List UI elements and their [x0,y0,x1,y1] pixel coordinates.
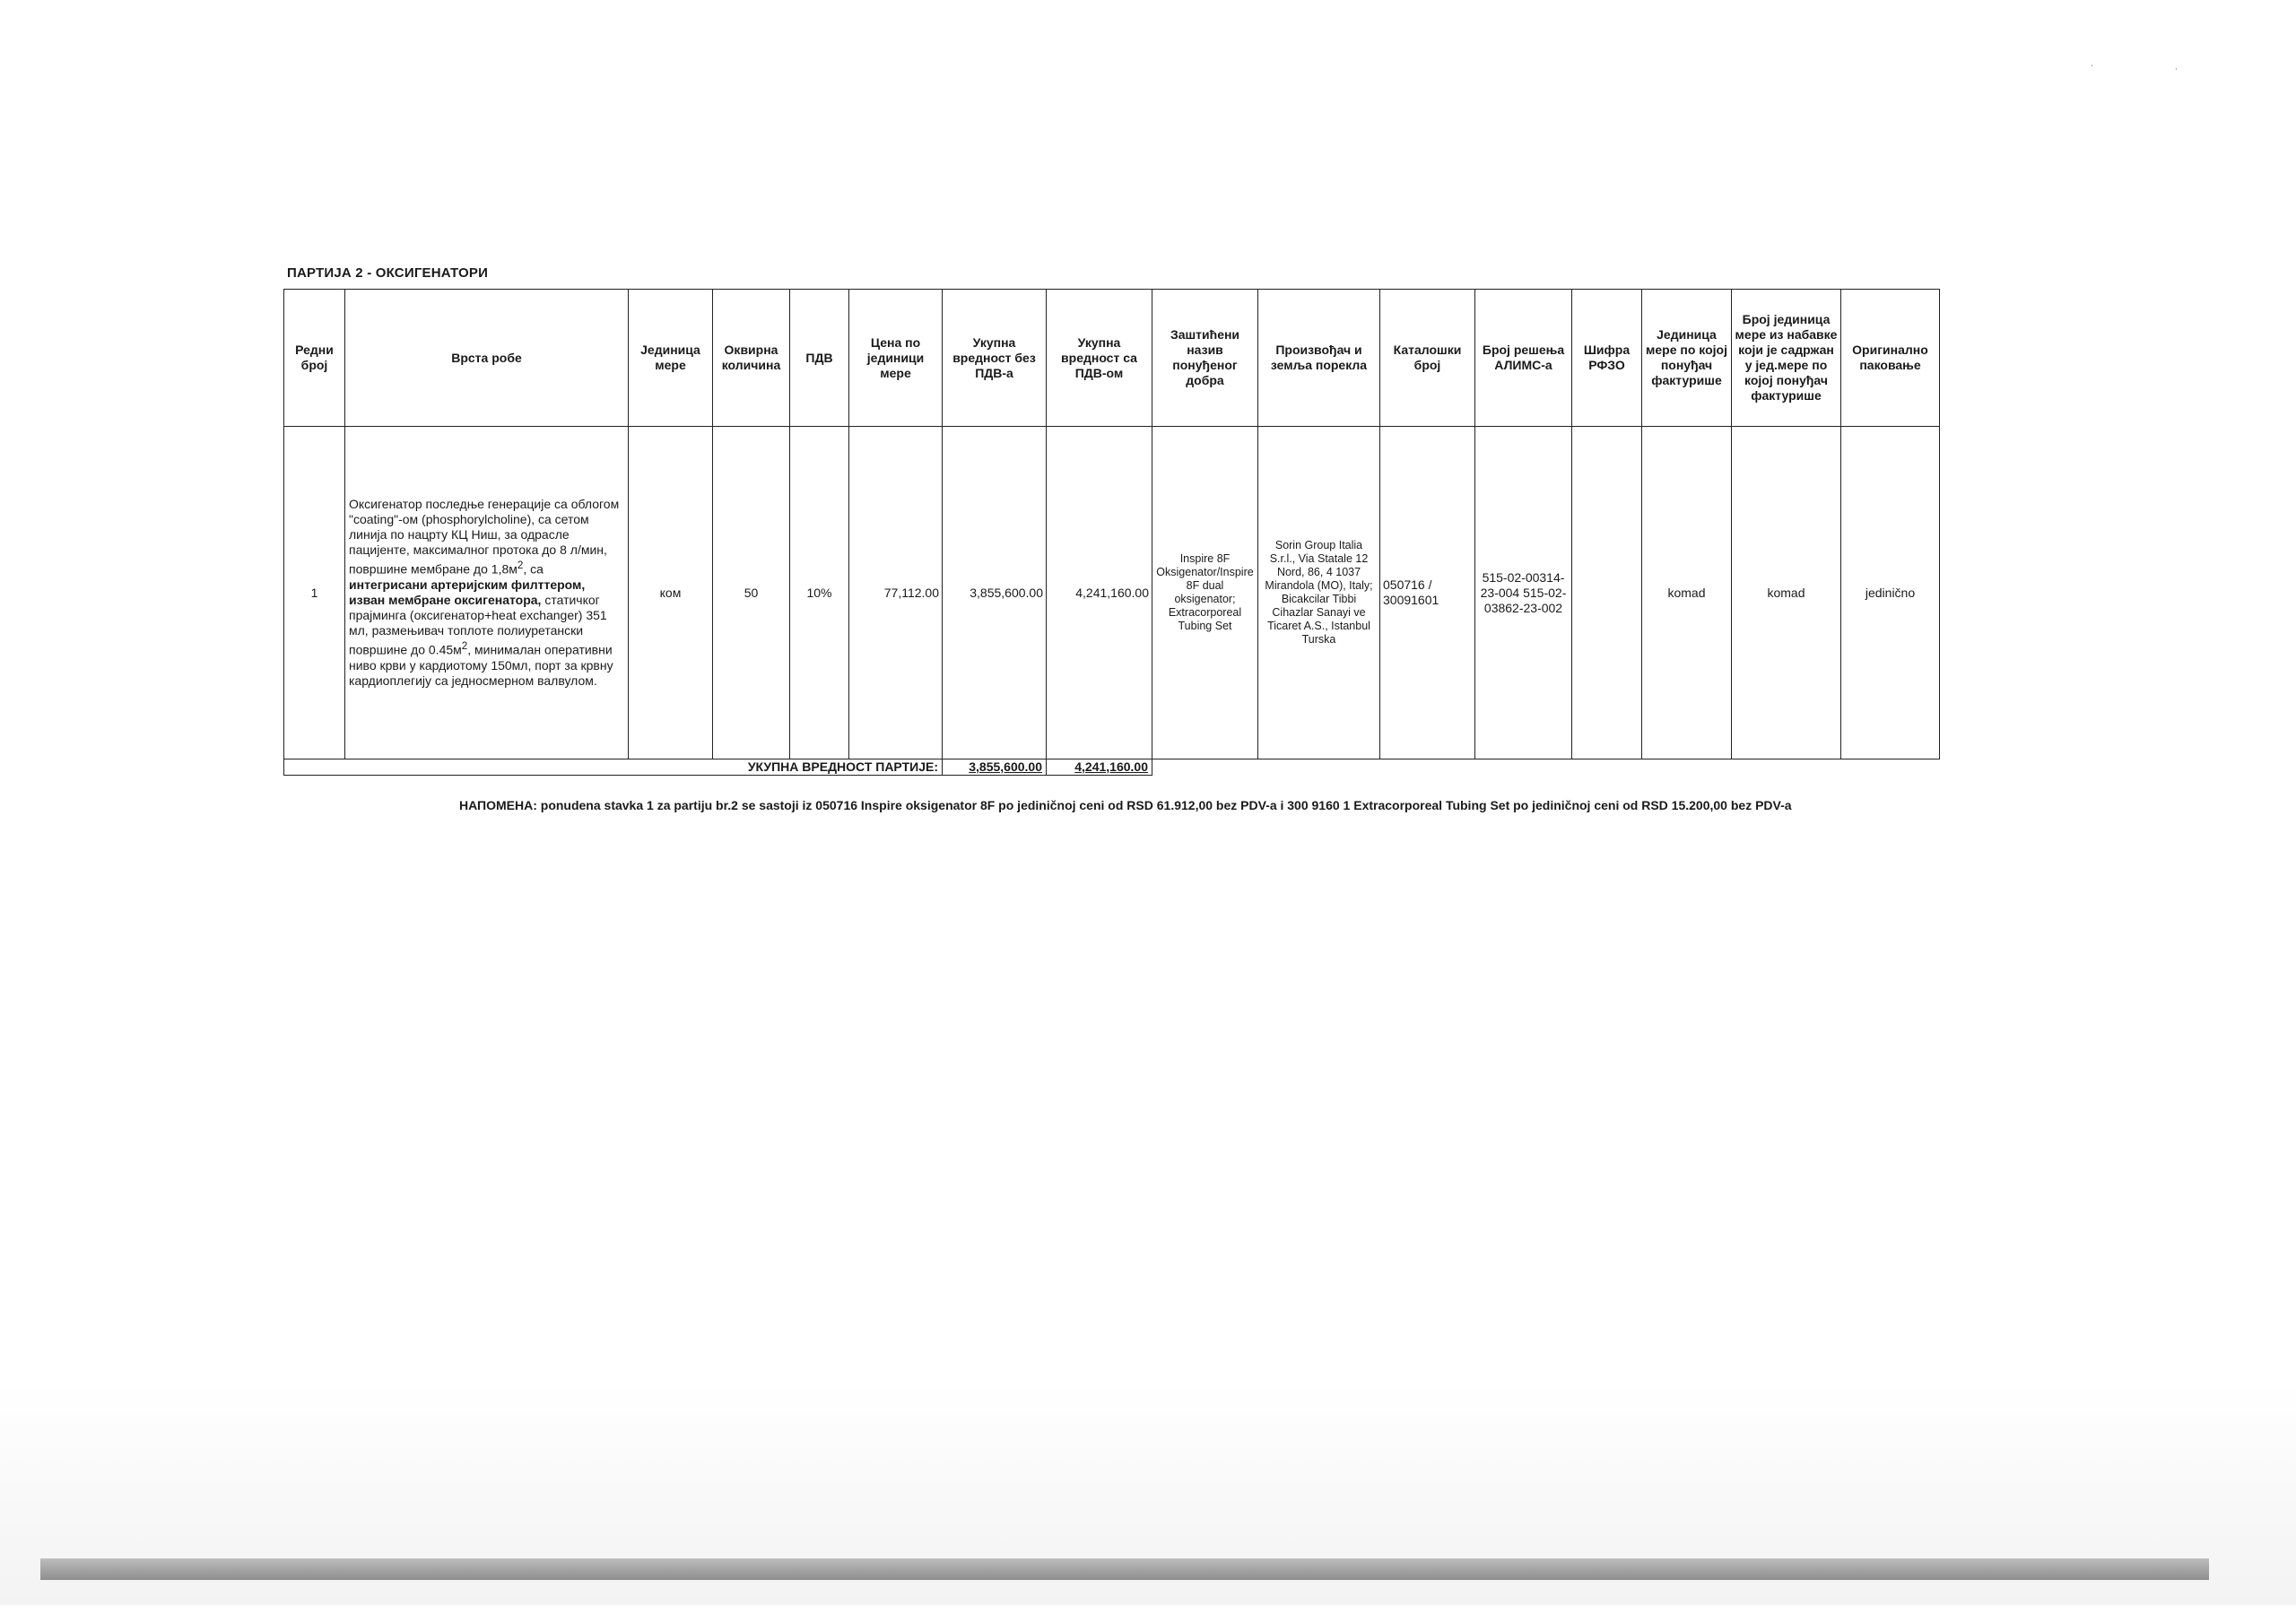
unit-cell: ком [629,427,713,759]
col-header: Укупна вредност без ПДВ-а [943,290,1047,427]
table-header-row [284,290,1940,427]
description-text: Оксигенатор последње генерације са облогом "coating"-ом (phosphorylcholine), са сетом линија по нацрту КЦ Ниш, за одрасле пацијенте, максималног протока до 8 л/мин, површине мембране до 1,8м [349,497,620,577]
section-heading: ПАРТИЈА 2 - ОКСИГЕНАТОРИ [287,265,489,281]
manufacturer-cell: Sorin Group Italia S.r.l., Via Statale 12 Nord, 86, 4 1037 Mirandola (MO), Italy; Bicakcilar Tibbi Cihazlar Sanayi ve Ticaret A.S., Istanbul Turska [1258,427,1380,759]
col-header: Укупна вредност са ПДВ-ом [1047,290,1152,427]
col-header: Број јединица мере из набавке који је садржан у јед.мере по којој понуђач фактурише [1732,290,1841,427]
description-text: , са [523,562,544,577]
total-no-vat: 3,855,600.00 [943,759,1047,776]
total-row [284,759,1940,776]
col-header: Јединица мере по којој понуђач фактурише [1642,290,1732,427]
total-no-vat-cell: 3,855,600.00 [943,427,1047,759]
alims-cell: 515-02-00314-23-004 515-02-03862-23-002 [1475,427,1572,759]
col-header: Произвођач и земља порекла [1258,290,1380,427]
note-text: НАПОМЕНА: ponudena stavka 1 za partiju br.2 se sastoji iz 050716 Inspire oksigenator 8F po jediničnoj ceni od RSD 61.912,00 bez PDV-a i 300 9160 1 Extracorporeal Tubing Set po jediničnoj ceni od RSD 15.200,00 bez PDV-a [459,798,1792,812]
table-row [284,427,1940,759]
units-count-cell: komad [1732,427,1841,759]
total-with-vat: 4,241,160.00 [1047,759,1152,776]
packaging-cell: jedinično [1841,427,1940,759]
col-header: ПДВ [790,290,849,427]
col-header: Цена по јединици мере [849,290,943,427]
total-label: УКУПНА ВРЕДНОСТ ПАРТИЈЕ: [284,759,943,776]
superscript: 2 [461,640,468,652]
quantity-cell: 50 [713,427,790,759]
col-header: Оквирна количина [713,290,790,427]
invoice-unit-cell: komad [1642,427,1732,759]
col-header: Редни број [284,290,345,427]
col-header: Шифра РФЗО [1572,290,1642,427]
description-text: , минималан оперативни ниво крви у кардиотому 150мл, порт за крвну кардиоплегију са једносмерном валвулом. [349,642,613,688]
description-text: статичког прајминга (оксигенатор+heat exchanger) 351 мл, размењивач топлоте полиуретански површине до 0.45м [349,593,607,657]
catalog-number-cell: 050716 / 30091601 [1380,427,1475,759]
superscript: 2 [517,560,524,572]
col-header: Број решења АЛИМС-а [1475,290,1572,427]
scan-speck: · [2090,57,2094,72]
col-header: Каталошки број [1380,290,1475,427]
total-row-empty [1152,759,1940,776]
col-header: Заштићени назив понуђеног добра [1152,290,1258,427]
offer-table [283,289,1940,776]
col-header: Оригинално паковање [1841,290,1940,427]
description-bold-text: интегрисани артеријским филттером, изван мембране оксигенатора, [349,577,586,607]
brand-name-cell: Inspire 8F Oksigenator/Inspire 8F dual oksigenator; Extracorporeal Tubing Set [1152,427,1258,759]
vat-cell: 10% [790,427,849,759]
scan-speck: ˌ [2174,56,2179,70]
total-vat-cell: 4,241,160.00 [1047,427,1152,759]
item-description [345,427,629,759]
col-header: Врста робе [345,290,629,427]
scanner-edge-bar [40,1558,2209,1580]
row-number: 1 [284,427,345,759]
unit-price-cell: 77,112.00 [849,427,943,759]
rfzo-cell [1572,427,1642,759]
col-header: Јединица мере [629,290,713,427]
